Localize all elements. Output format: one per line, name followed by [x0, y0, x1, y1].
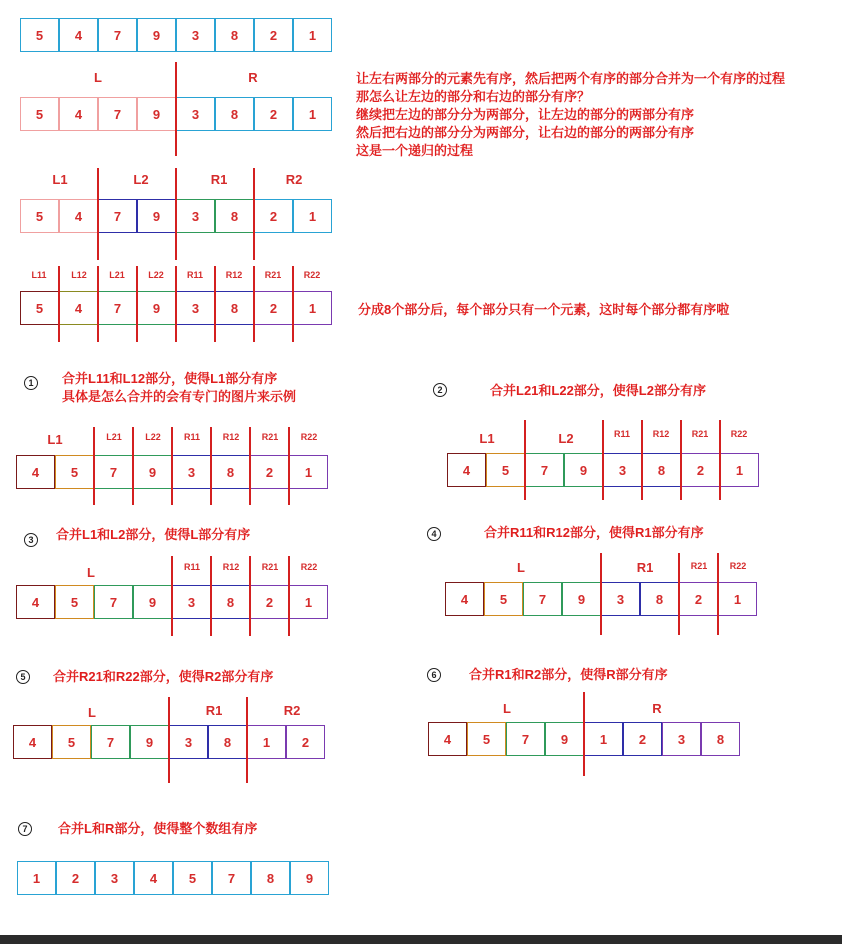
label-L2: L2	[558, 431, 574, 446]
array-cell: 9	[137, 199, 176, 233]
divider-line	[97, 168, 99, 260]
label-R12: R12	[652, 429, 670, 439]
divider-line	[214, 266, 216, 342]
array-cell: 3	[662, 722, 701, 756]
array-cell: 7	[212, 861, 251, 895]
label-R22: R22	[729, 561, 747, 571]
label-L: L	[87, 565, 95, 580]
label-L22: L22	[145, 432, 161, 442]
array-cell: 9	[562, 582, 601, 616]
label-R: R	[248, 70, 258, 85]
array-cell: 1	[17, 861, 56, 895]
array-cell: 3	[176, 18, 215, 52]
array-cell: 1	[289, 455, 328, 489]
step-2-text: 合并L21和L22部分，使得L2部分有序	[490, 383, 706, 398]
array-cell: 3	[95, 861, 134, 895]
label-R21: R21	[261, 432, 279, 442]
array-cell: 3	[172, 585, 211, 619]
array-cell: 7	[523, 582, 562, 616]
divider-line	[600, 553, 602, 635]
divider-line	[583, 692, 585, 776]
array-cell: 5	[20, 291, 59, 325]
array-cell: 2	[623, 722, 662, 756]
divider-line	[175, 266, 177, 342]
step-7-text: 合并L和R部分，使得整个数组有序	[58, 821, 258, 836]
array-cell: 4	[16, 585, 55, 619]
intro-note-5: 这是一个递归的过程	[356, 143, 474, 158]
step-1-text: 合并L11和L12部分，使得L1部分有序	[62, 371, 278, 386]
array-cell: 4	[445, 582, 484, 616]
divider-line	[210, 427, 212, 505]
divider-line	[253, 168, 255, 260]
array-cell: 5	[20, 18, 59, 52]
label-R22: R22	[300, 562, 318, 572]
array-cell: 2	[250, 585, 289, 619]
divider-line	[602, 420, 604, 500]
label-R1: R1	[210, 172, 228, 187]
intro-note-1: 让左右两部分的元素先有序，然后把两个有序的部分合并为一个有序的过程	[356, 71, 786, 86]
divider-line	[680, 420, 682, 500]
array-cell: 5	[55, 455, 94, 489]
array-cell: 9	[133, 585, 172, 619]
label-L21: L21	[106, 432, 122, 442]
array-cell: 9	[137, 97, 176, 131]
label-R2: R2	[283, 703, 301, 718]
label-R21: R21	[264, 270, 282, 280]
divider-line	[524, 420, 526, 500]
array-cell: 3	[172, 455, 211, 489]
array-cell: 3	[169, 725, 208, 759]
array-cell: 3	[176, 97, 215, 131]
array-cell: 2	[56, 861, 95, 895]
divider-line	[288, 556, 290, 636]
array-cell: 2	[681, 453, 720, 487]
step-3-text: 合并L1和L2部分，使得L部分有序	[56, 527, 251, 542]
array-cell: 9	[133, 455, 172, 489]
bottom-bar	[0, 935, 842, 944]
array-cell: 7	[91, 725, 130, 759]
intro-note-4: 然后把右边的部分分为两部分，让右边的部分的两部分有序	[356, 125, 695, 140]
array-cell: 9	[137, 18, 176, 52]
divider-line	[136, 266, 138, 342]
step-5-text: 合并R21和R22部分，使得R2部分有序	[53, 669, 274, 684]
step-4-text: 合并R11和R12部分，使得R1部分有序	[484, 525, 704, 540]
label-L1: L1	[47, 432, 63, 447]
array-cell: 8	[215, 18, 254, 52]
array-cell: 2	[679, 582, 718, 616]
divider-line	[292, 266, 294, 342]
array-cell: 7	[98, 18, 137, 52]
label-L12: L12	[71, 270, 87, 280]
array-cell: 9	[137, 291, 176, 325]
divider-line	[97, 266, 99, 342]
label-R11: R11	[186, 270, 204, 280]
array-cell: 9	[130, 725, 169, 759]
array-cell: 7	[525, 453, 564, 487]
label-L: L	[88, 705, 96, 720]
array-cell: 4	[134, 861, 173, 895]
label-L11: L11	[31, 270, 47, 280]
array-cell: 5	[173, 861, 212, 895]
divider-line	[171, 427, 173, 505]
array-cell: 7	[94, 455, 133, 489]
array-cell: 7	[94, 585, 133, 619]
label-R11: R11	[613, 429, 631, 439]
array-cell: 9	[545, 722, 584, 756]
divider-line	[58, 266, 60, 342]
array-cell: 1	[293, 97, 332, 131]
array-cell: 5	[52, 725, 91, 759]
label-R2: R2	[285, 172, 303, 187]
array-cell: 4	[59, 291, 98, 325]
array-cell: 8	[640, 582, 679, 616]
label-L: L	[503, 701, 511, 716]
divider-line	[175, 168, 177, 260]
array-cell: 5	[484, 582, 523, 616]
label-R22: R22	[730, 429, 748, 439]
array-cell: 8	[251, 861, 290, 895]
array-cell: 1	[293, 291, 332, 325]
array-cell: 1	[293, 199, 332, 233]
divider-line	[93, 427, 95, 505]
array-cell: 2	[286, 725, 325, 759]
array-cell: 1	[584, 722, 623, 756]
label-L21: L21	[109, 270, 125, 280]
array-cell: 8	[642, 453, 681, 487]
step-number-badge: 3	[24, 533, 38, 547]
step-6-text: 合并R1和R2部分，使得R部分有序	[469, 667, 668, 682]
label-L: L	[517, 560, 525, 575]
step-number-badge: 6	[427, 668, 441, 682]
label-R12: R12	[225, 270, 243, 280]
label-R22: R22	[300, 432, 318, 442]
divider-line	[249, 556, 251, 636]
array-cell: 7	[98, 199, 137, 233]
array-cell: 1	[247, 725, 286, 759]
intro-note-3: 继续把左边的部分分为两部分，让左边的部分的两部分有序	[356, 107, 695, 122]
array-cell: 7	[506, 722, 545, 756]
divider-line	[175, 62, 177, 156]
step-number-badge: 2	[433, 383, 447, 397]
label-L: L	[94, 70, 102, 85]
label-R21: R21	[261, 562, 279, 572]
label-R21: R21	[690, 561, 708, 571]
array-cell: 8	[215, 291, 254, 325]
array-cell: 4	[59, 199, 98, 233]
array-cell: 8	[208, 725, 247, 759]
array-cell: 4	[447, 453, 486, 487]
divider-line	[210, 556, 212, 636]
array-cell: 3	[176, 199, 215, 233]
array-cell: 7	[98, 291, 137, 325]
array-cell: 9	[564, 453, 603, 487]
array-cell: 5	[467, 722, 506, 756]
label-R: R	[652, 701, 662, 716]
divider-line	[719, 420, 721, 500]
array-cell: 4	[59, 97, 98, 131]
array-cell: 1	[720, 453, 759, 487]
label-R21: R21	[691, 429, 709, 439]
label-L2: L2	[133, 172, 149, 187]
label-R12: R12	[222, 432, 240, 442]
array-cell: 3	[176, 291, 215, 325]
divider-line	[249, 427, 251, 505]
array-cell: 2	[254, 18, 293, 52]
label-R12: R12	[222, 562, 240, 572]
array-cell: 8	[215, 199, 254, 233]
array-cell: 4	[16, 455, 55, 489]
divider-line	[678, 553, 680, 635]
array-cell: 2	[254, 199, 293, 233]
label-L1: L1	[52, 172, 68, 187]
divider-line	[246, 697, 248, 783]
array-cell: 3	[603, 453, 642, 487]
divider-line	[641, 420, 643, 500]
label-R11: R11	[183, 432, 201, 442]
array-cell: 4	[59, 18, 98, 52]
divider-line	[171, 556, 173, 636]
array-cell: 3	[601, 582, 640, 616]
array-cell: 1	[289, 585, 328, 619]
step-number-badge: 7	[18, 822, 32, 836]
array-cell: 8	[211, 455, 250, 489]
divider-line	[168, 697, 170, 783]
step-number-badge: 1	[24, 376, 38, 390]
array-cell: 9	[290, 861, 329, 895]
label-R22: R22	[303, 270, 321, 280]
divider-line	[132, 427, 134, 505]
array-cell: 4	[428, 722, 467, 756]
step-number-badge: 5	[16, 670, 30, 684]
array-cell: 2	[254, 291, 293, 325]
array-cell: 2	[254, 97, 293, 131]
label-R1: R1	[205, 703, 223, 718]
label-L22: L22	[148, 270, 164, 280]
step-number-badge: 4	[427, 527, 441, 541]
array-cell: 5	[55, 585, 94, 619]
label-L1: L1	[479, 431, 495, 446]
divider-line	[288, 427, 290, 505]
divider-line	[717, 553, 719, 635]
divider-line	[253, 266, 255, 342]
array-cell: 1	[293, 18, 332, 52]
intro-note-2: 那怎么让左边的部分和右边的部分有序？	[356, 89, 591, 104]
array-cell: 4	[13, 725, 52, 759]
array-cell: 1	[718, 582, 757, 616]
array-cell: 5	[20, 199, 59, 233]
label-R1: R1	[636, 560, 654, 575]
eight-parts-note: 分成8个部分后，每个部分只有一个元素，这时每个部分都有序啦	[358, 302, 730, 317]
array-cell: 8	[701, 722, 740, 756]
array-cell: 7	[98, 97, 137, 131]
array-cell: 8	[215, 97, 254, 131]
array-cell: 2	[250, 455, 289, 489]
step-1-detail: 具体是怎么合并的会有专门的图片来示例	[62, 389, 297, 404]
array-cell: 8	[211, 585, 250, 619]
array-cell: 5	[486, 453, 525, 487]
label-R11: R11	[183, 562, 201, 572]
array-cell: 5	[20, 97, 59, 131]
